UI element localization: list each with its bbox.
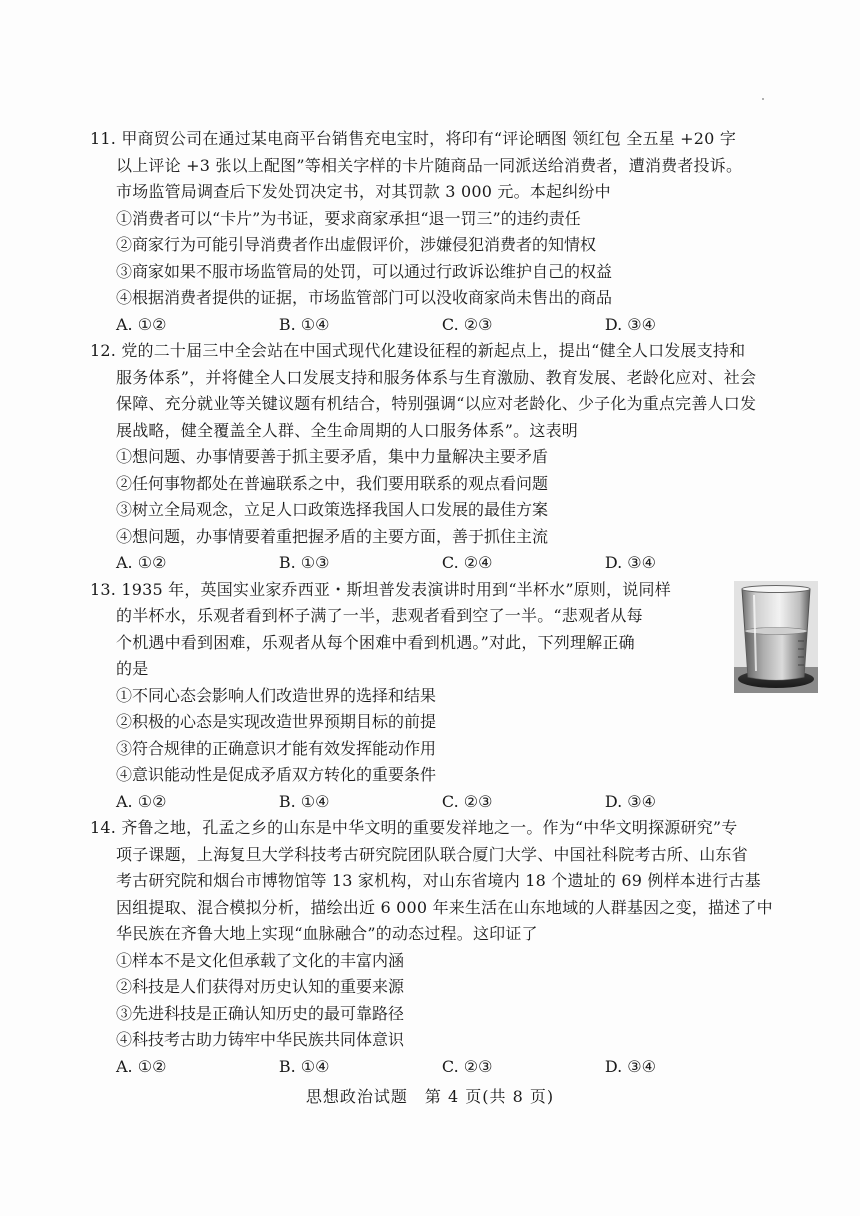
question-13-choice-a: A. ①② — [116, 791, 167, 811]
question-13-choice-b: B. ①④ — [278, 791, 330, 811]
question-14-option-3: ③先进科技是正确认知历史的最可靠路径 — [116, 1003, 405, 1023]
question-13-choice-d: D. ③④ — [604, 791, 656, 811]
question-11-choice-a: A. ①② — [116, 314, 167, 334]
question-14-choice-b: B. ①④ — [278, 1056, 330, 1076]
question-13-option-3: ③符合规律的正确意识才能有效发挥能动作用 — [116, 738, 437, 758]
page-content — [90, 126, 773, 1080]
question-11-stem-line-2: 以上评论 +3 张以上配图”等相关字样的卡片随商品一同派送给消费者，遭消费者投诉。 — [116, 155, 743, 175]
question-12-option-1: ①想问题、办事情要善于抓主要矛盾，集中力量解决主要矛盾 — [116, 447, 549, 466]
question-12-stem-line-1: 12. 党的二十届三中全会站在中国式现代化建设征程的新起点上，提出“健全人口发展支持和 — [90, 341, 746, 360]
question-12-stem-line-2: 服务体系”，并将健全人口发展支持和服务体系与生育激励、教育发展、老龄化应对、社会 — [116, 367, 757, 387]
question-11-option-1: ①消费者可以“卡片”为书证，要求商家承担“退一罚三”的违约责任 — [116, 208, 581, 228]
question-14-stem-line-3: 考古研究院和烟台市博物馆等 13 家机构，对山东省境内 18 个遗址的 69 例样本进行古基 — [116, 871, 761, 890]
question-11 — [90, 126, 746, 338]
question-11-option-4: ④根据消费者提供的证据，市场监管部门可以没收商家尚未售出的商品 — [116, 288, 613, 307]
question-11-option-3: ③商家如果不服市场监管局的处罚，可以通过行政诉讼维护自己的权益 — [116, 261, 613, 281]
question-11-option-2: ②商家行为可能引导消费者作出虚假评价，涉嫌侵犯消费者的知情权 — [116, 235, 597, 254]
question-13-option-4: ④意识能动性是促成矛盾双方转化的重要条件 — [116, 765, 437, 784]
question-14-answer-choices — [116, 1054, 656, 1081]
question-13-choice-c: C. ②③ — [441, 791, 493, 811]
question-14-stem-line-4: 因组提取、混合模拟分析，描绘出近 6 000 年来生活在山东地域的人群基因之变，描述了中 — [116, 897, 773, 917]
question-14-stem-line-1: 14. 齐鲁之地，孔孟之乡的山东是中华文明的重要发祥地之一。作为“中华文明探源研究”专 — [90, 818, 738, 837]
question-11-stem-line-3: 市场监管局调查后下发处罚决定书，对其罚款 3 000 元。本起纠纷中 — [116, 182, 611, 201]
question-11-answer-choices — [116, 312, 656, 339]
question-12-answer-choices — [116, 550, 656, 577]
question-13-stem-line-4: 的是 — [116, 659, 149, 678]
question-14-option-4: ④科技考古助力铸牢中华民族共同体意识 — [116, 1030, 405, 1049]
question-11-choice-d: D. ③④ — [604, 314, 656, 334]
question-14-choice-c: C. ②③ — [441, 1056, 493, 1076]
question-13-option-1: ①不同心态会影响人们改造世界的选择和结果 — [116, 685, 437, 705]
question-13-option-2: ②积极的心态是实现改造世界预期目标的前提 — [116, 712, 437, 731]
question-14 — [90, 815, 773, 1080]
question-12-choice-c: C. ②④ — [441, 553, 493, 572]
question-11-choice-c: C. ②③ — [441, 314, 493, 334]
question-14-choice-a: A. ①② — [116, 1056, 167, 1076]
question-12-stem-line-4: 展战略，健全覆盖全人群、全生命周期的人口服务体系”。这表明 — [116, 420, 578, 440]
scan-speck — [762, 98, 764, 100]
question-12-choice-b: B. ①③ — [278, 553, 330, 572]
question-14-option-2: ②科技是人们获得对历史认知的重要来源 — [116, 977, 405, 996]
question-14-option-1: ①样本不是文化但承载了文化的丰富内涵 — [116, 950, 405, 970]
question-12-option-3: ③树立全局观念，立足人口政策选择我国人口发展的最佳方案 — [116, 500, 549, 519]
question-12 — [90, 338, 757, 577]
question-13 — [90, 577, 746, 816]
question-14-stem-line-2: 项子课题，上海复旦大学科技考古研究院团队联合厦门大学、中国社科院考古所、山东省 — [116, 844, 748, 864]
question-13-stem-line-2: 的半杯水，乐观者看到杯子满了一半，悲观者看到空了一半。“悲观者从每 — [116, 606, 643, 625]
question-12-stem-line-3: 保障、充分就业等关键议题有机结合，特别强调“以应对老龄化、少子化为重点完善人口发 — [116, 394, 757, 413]
question-14-choice-d: D. ③④ — [604, 1056, 656, 1076]
question-12-choice-a: A. ①② — [116, 553, 167, 572]
question-11-stem-line-1: 11. 甲商贸公司在通过某电商平台销售充电宝时，将印有“评论晒图 领红包 全五星 +20 字 — [90, 129, 737, 148]
question-14-stem-line-5: 华民族在齐鲁大地上实现“血脉融合”的动态过程。这印证了 — [116, 924, 538, 943]
question-12-option-2: ②任何事物都处在普遍联系之中，我们要用联系的观点看问题 — [116, 473, 549, 493]
question-13-stem-line-3: 个机遇中看到困难，乐观者从每个困难中看到机遇。”对此，下列理解正确 — [116, 632, 635, 652]
page-footer: 思想政治试题 第 4 页(共 8 页) — [305, 1087, 555, 1106]
question-12-choice-d: D. ③④ — [604, 553, 656, 572]
question-12-option-4: ④想问题，办事情要着重把握矛盾的主要方面，善于抓住主流 — [116, 526, 549, 546]
half-glass-of-water-image — [734, 581, 818, 693]
question-13-stem-line-1: 13. 1935 年，英国实业家乔西亚・斯坦普发表演讲时用到“半杯水”原则，说同样 — [90, 579, 671, 599]
question-11-choice-b: B. ①④ — [278, 314, 330, 334]
question-13-answer-choices — [116, 789, 656, 816]
